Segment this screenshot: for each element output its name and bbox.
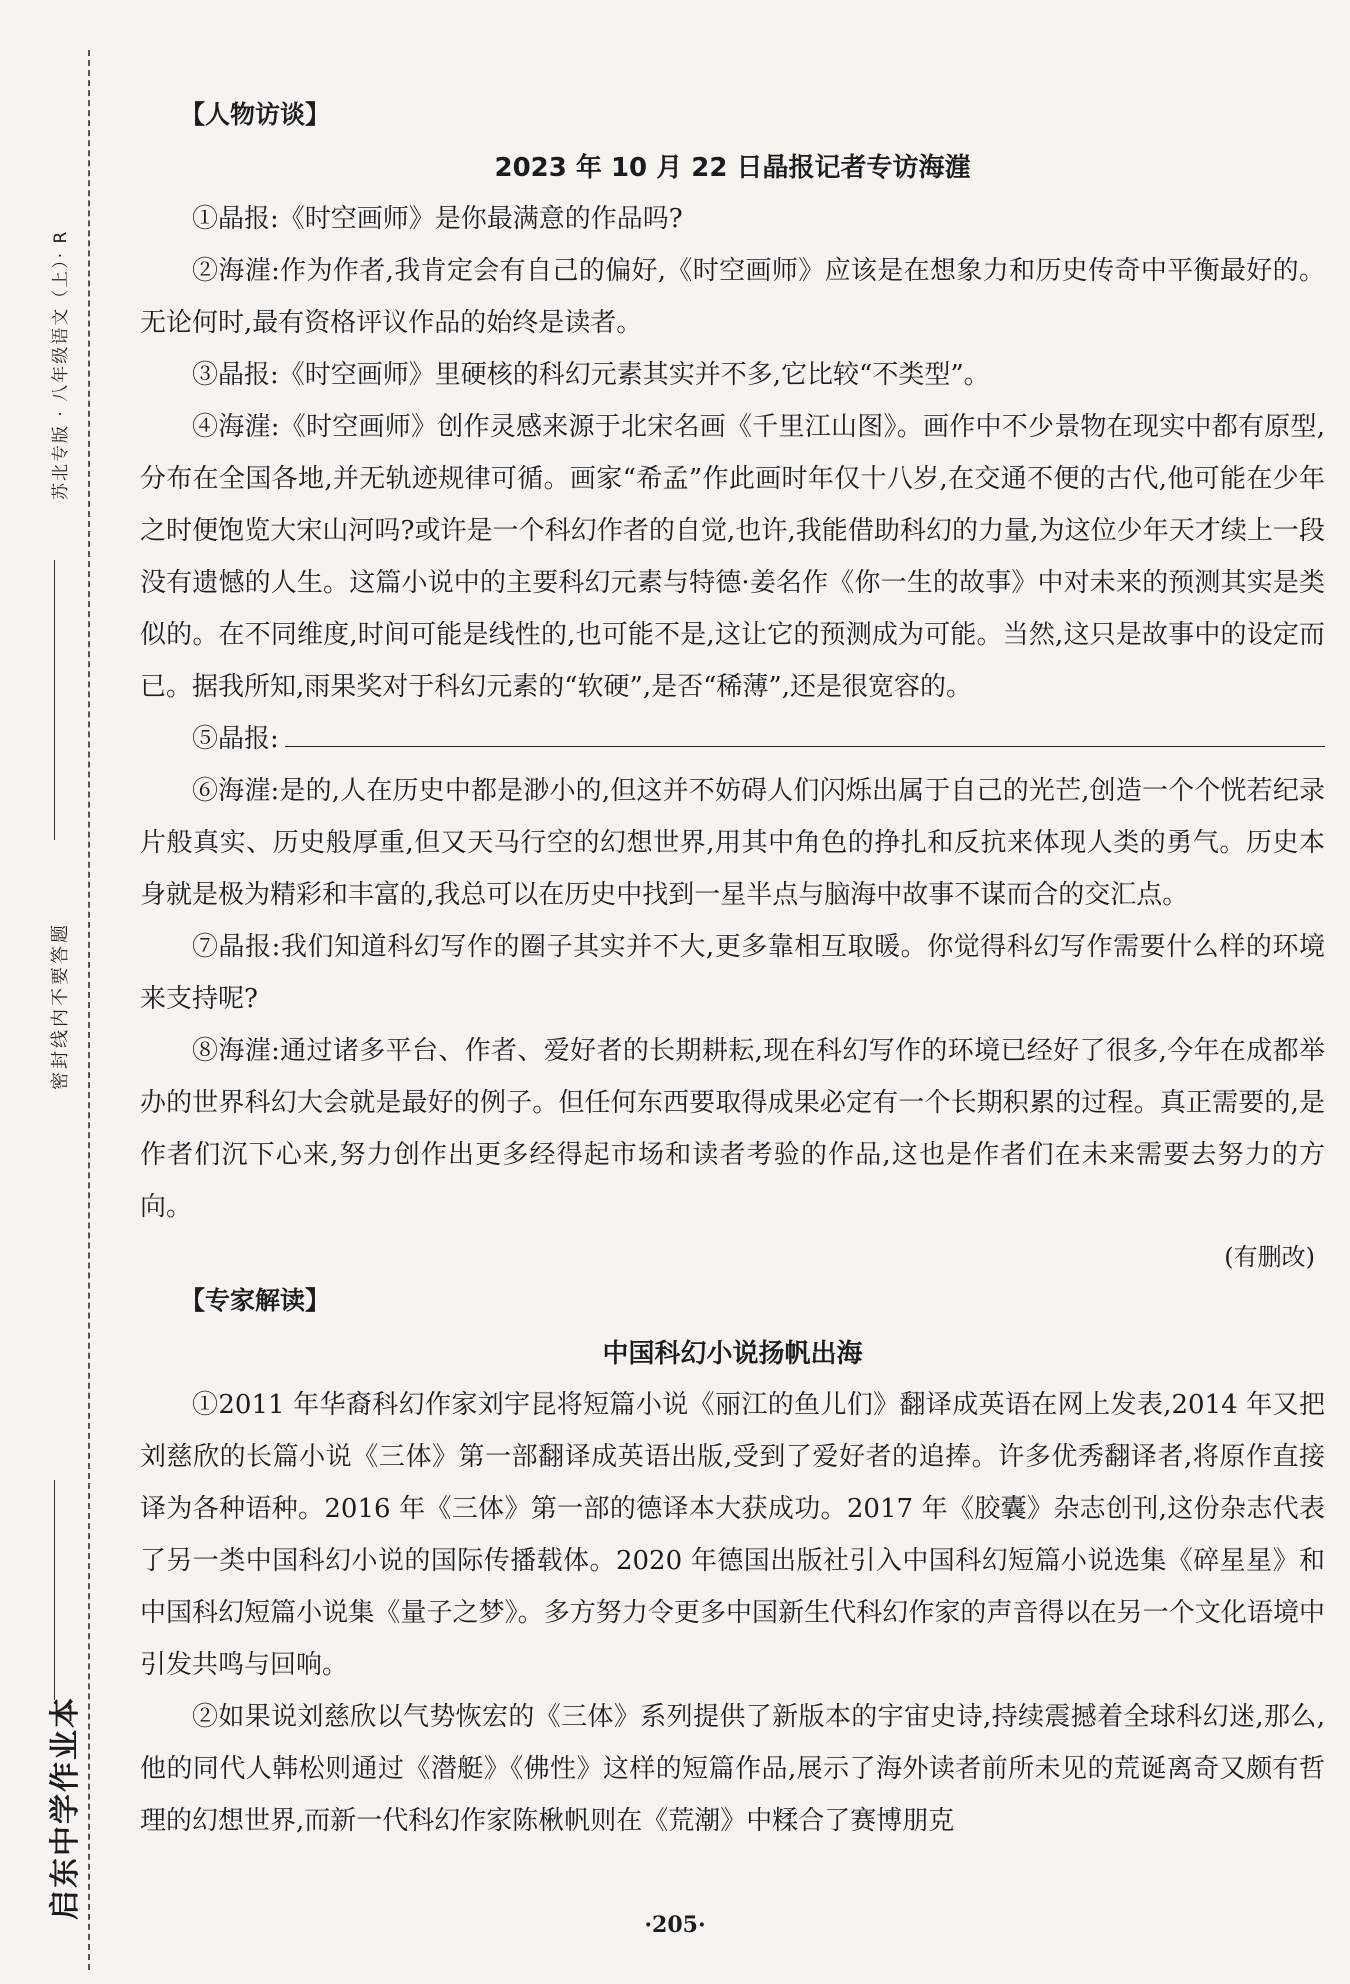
school-name: 启东中学作业本: [48, 1696, 83, 1920]
interview-paragraph-4: ④海漄:《时空画师》创作灵感来源于北宋名画《千里江山图》。画作中不少景物在现实中都有原型,分布在全国各地,并无轨迹规律可循。画家“希孟”作此画时年仅十八岁,在交通不便的古代,他可能在少年之时便饱览大宋山河吗?或许是一个科幻作者的自觉,也许,我能借助科幻的力量,为这位少年天才续上一段没有遗憾的人生。这篇小说中的主要科幻元素与特德·姜名作《你一生的故事》中对未来的预测其实是类似的。在不同维度,时间可能是线性的,也可能不是,这让它的预测成为可能。当然,这只是故事中的设定而已。据我所知,雨果奖对于科幻元素的“软硬”,是否“稀薄”,还是很宽容的。: [140, 412, 1325, 702]
page-content: [140, 95, 1325, 1847]
answer-blank-line[interactable]: [285, 716, 1325, 747]
interview-paragraph-3: ③晶报:《时空画师》里硬核的科幻元素其实并不多,它比较“不类型”。: [192, 360, 990, 390]
side-rule-upper: [54, 560, 55, 840]
fill-in-question: [140, 713, 1325, 765]
interview-paragraph-6: ⑥海漄:是的,人在历史中都是渺小的,但这并不妨碍人们闪烁出属于自己的光芒,创造一个个恍若纪录片般真实、历史般厚重,但又天马行空的幻想世界,用其中角色的挣扎和反抗来体现人类的勇气。历史本身就是极为精彩和丰富的,我总可以在历史中找到一星半点与脑海中故事不谋而合的交汇点。: [140, 776, 1325, 910]
seal-notice: 密封线内不要答题: [50, 922, 71, 1090]
interview-paragraph-2: ②海漄:作为作者,我肯定会有自己的偏好,《时空画师》应该是在想象力和历史传奇中平衡最好的。无论何时,最有资格评议作品的始终是读者。: [140, 256, 1325, 338]
page-number: ·205·: [644, 1912, 706, 1938]
interview-paragraph-7: ⑦晶报:我们知道科幻写作的圈子其实并不大,更多靠相互取暖。你觉得科幻写作需要什么样的环境来支持呢?: [140, 932, 1325, 1014]
expert-section-label: 【专家解读】: [180, 1286, 331, 1315]
interview-section-label: 【人物访谈】: [180, 100, 331, 129]
interview-paragraph-8: ⑧海漄:通过诸多平台、作者、爱好者的长期耕耘,现在科幻写作的环境已经好了很多,今年在成都举办的世界科幻大会就是最好的例子。但任何东西要取得成果必定有一个长期积累的过程。真正需要的,是作者们沉下心来,努力创作出更多经得起市场和读者考验的作品,这也是作者们在未来需要去努力的方向。: [140, 1036, 1325, 1222]
interview-paragraph-1: ①晶报:《时空画师》是你最满意的作品吗?: [192, 204, 683, 234]
fill-in-prompt: ⑤晶报:: [192, 724, 279, 754]
expert-title: 中国科幻小说扬帆出海: [602, 1339, 863, 1369]
side-rule-lower: [54, 1480, 55, 1700]
expert-paragraph-1: ①2011 年华裔科幻作家刘宇昆将短篇小说《丽江的鱼儿们》翻译成英语在网上发表,2014 年又把刘慈欣的长篇小说《三体》第一部翻译成英语出版,受到了爱好者的追捧。许多优秀翻译者,将原作直接译为各种语种。2016 年《三体》第一部的德译本大获成功。2017 年《胶囊》杂志创刊,这份杂志代表了另一类中国科幻小说的国际传播载体。2020 年德国出版社引入中国科幻短篇小说选集《碎星星》和中国科幻短篇小说集《量子之梦》。多方努力令更多中国新生代科幻作家的声音得以在另一个文化语境中引发共鸣与回响。: [140, 1390, 1325, 1680]
interview-title: 2023 年 10 月 22 日晶报记者专访海漄: [494, 153, 971, 183]
book-info: 苏北专版 · 八年级语文（上）· R: [51, 229, 71, 500]
expert-paragraph-2: ②如果说刘慈欣以气势恢宏的《三体》系列提供了新版本的宇宙史诗,持续震撼着全球科幻迷,那么,他的同代人韩松则通过《潜艇》《佛性》这样的短篇作品,展示了海外读者前所未见的荒诞离奇又颇有哲理的幻想世界,而新一代科幻作家陈楸帆则在《荒潮》中糅合了赛博朋克: [140, 1702, 1325, 1836]
binding-margin: [0, 0, 95, 1984]
edit-note: (有删改): [1224, 1243, 1315, 1271]
seal-dashed-line: [88, 50, 90, 1970]
